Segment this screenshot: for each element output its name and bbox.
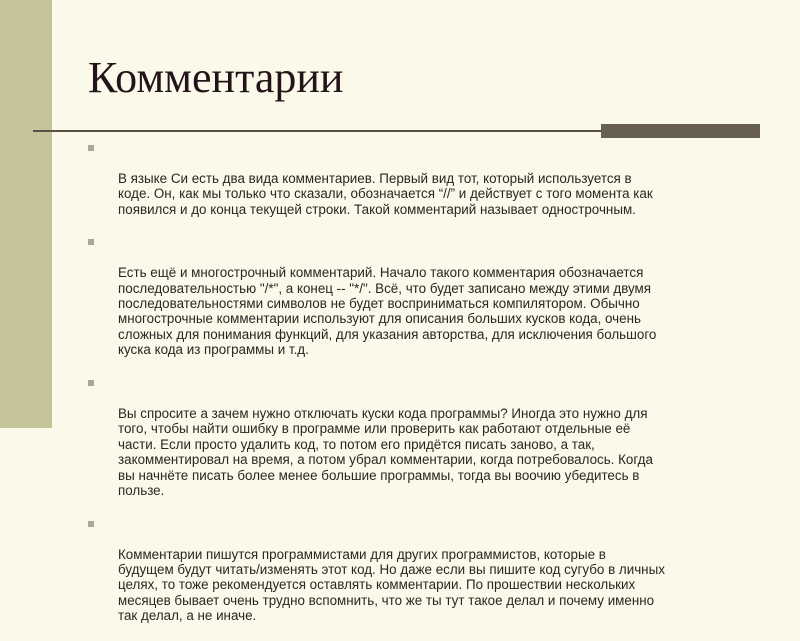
bullet-item — [88, 140, 768, 232]
bullet-text: В языке Си есть два вида комментариев. Первый вид тот, который используется в коде. Он, как мы только что сказали, обозначается “//” и действует с того момента как появился и до конца текущей строки. Такой комментарий называет однострочным. — [118, 170, 653, 217]
bullet-item — [88, 234, 768, 373]
square-bullet-icon — [88, 145, 94, 151]
bullet-text: Вы спросите а зачем нужно отключать куски кода программы? Иногда это нужно для того, чтобы найти ошибку в программе или проверить как работают отдельные её части. Если просто удалить код, то потом его придётся писать заново, а так, закомментировал на время, а потом убрал комментарии, когда потребовалось. Когда вы начнёте писать более менее большие программы, тогда вы воочию убедитесь в пользе. — [118, 405, 653, 498]
slide-title: Комментарии — [88, 53, 344, 102]
title-divider-accent-block — [601, 124, 760, 138]
decorative-side-bar — [0, 0, 52, 428]
square-bullet-icon — [88, 380, 94, 386]
bullet-item — [88, 516, 768, 639]
bullet-text: Есть ещё и многострочный комментарий. Начало такого комментария обозначается последовательностью "/*", а конец -- "*/". Всё, что будет записано между этими двумя последовательностями символов не будет восприниматься компилятором. Обычно многострочные комментарии используют для описания больших кусков кода, очень сложных для понимания функций, для указания авторства, для исключения большого куска кода из программы и т.д. — [118, 265, 657, 358]
bullet-item — [88, 375, 768, 514]
bullet-text: Комментарии пишутся программистами для других программистов, которые в будущем будут читать/изменять этот код. Но даже если вы пишите код сугубо в личных целях, то тоже рекомендуется оставлять комментарии. По прошествии нескольких месяцев бывает очень трудно вспомнить, что же ты тут такое делал и почему именно так делал, а не иначе. — [118, 546, 665, 624]
bullet-list — [88, 140, 768, 641]
square-bullet-icon — [88, 239, 94, 245]
square-bullet-icon — [88, 521, 94, 527]
